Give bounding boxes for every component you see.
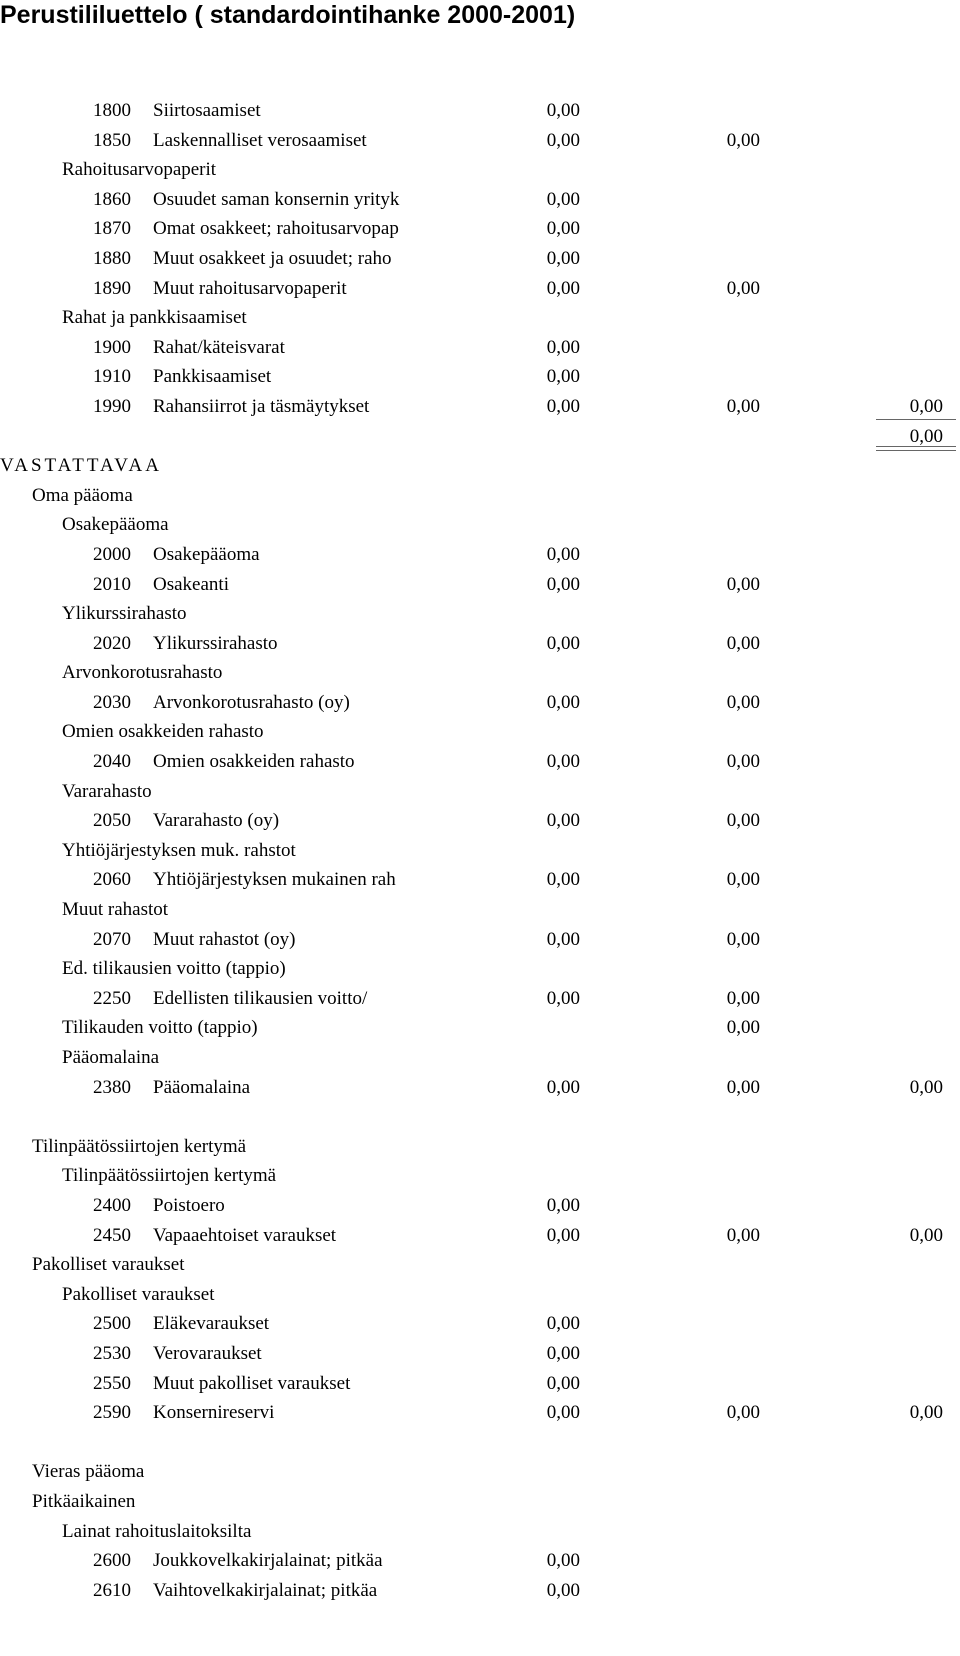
subtotal-column-2: 0,00 xyxy=(726,869,760,891)
account-name: Arvonkorotusrahasto (oy) xyxy=(153,691,350,713)
balance-column-1: 0,00 xyxy=(546,1402,580,1424)
section-heading-row xyxy=(0,1161,960,1191)
balance-column-1: 0,00 xyxy=(546,928,580,950)
balance-column-1: 0,00 xyxy=(546,1224,580,1246)
section-heading: Arvonkorotusrahasto xyxy=(62,662,223,684)
balance-column-1: 0,00 xyxy=(546,188,580,210)
account-name: Osakeanti xyxy=(153,573,229,595)
account-number: 1890 xyxy=(93,277,131,299)
balance-column-1: 0,00 xyxy=(546,1313,580,1335)
section-heading: Osakepääoma xyxy=(62,514,169,536)
grand-total-row xyxy=(0,422,960,452)
section-heading-row xyxy=(0,303,960,333)
account-number: 2610 xyxy=(93,1579,131,1601)
account-row xyxy=(0,1339,960,1369)
section-heading-row xyxy=(0,1132,960,1162)
account-row xyxy=(0,925,960,955)
account-name: Omien osakkeiden rahasto xyxy=(153,751,355,773)
section-heading-row xyxy=(0,481,960,511)
balance-column-1: 0,00 xyxy=(546,1342,580,1364)
account-number: 2600 xyxy=(93,1550,131,1572)
account-row xyxy=(0,185,960,215)
balance-column-1: 0,00 xyxy=(546,100,580,121)
section-heading-row xyxy=(0,1487,960,1517)
account-number: 1850 xyxy=(93,129,131,151)
account-number: 2010 xyxy=(93,573,131,595)
subtotal-column-2: 0,00 xyxy=(726,691,760,713)
section-heading-row xyxy=(0,1043,960,1073)
account-row xyxy=(0,392,960,422)
total-column-3: 0,00 xyxy=(909,1402,943,1424)
section-heading: Ylikurssirahasto xyxy=(62,603,187,625)
account-number: 2590 xyxy=(93,1402,131,1424)
account-row xyxy=(0,274,960,304)
account-name: Rahansiirrot ja täsmäytykset xyxy=(153,395,370,417)
account-name: Eläkevaraukset xyxy=(153,1313,270,1335)
account-name: Edellisten tilikausien voitto/ xyxy=(153,987,368,1009)
balance-column-1: 0,00 xyxy=(546,810,580,832)
subtotal-column-2: 0,00 xyxy=(726,1017,760,1039)
account-name: Osuudet saman konsernin yrityk xyxy=(153,188,400,210)
section-heading: Muut rahastot xyxy=(62,899,169,921)
account-name: Siirtosaamiset xyxy=(153,100,261,121)
grand-total-value: 0,00 xyxy=(909,425,943,447)
balance-column-1: 0,00 xyxy=(546,247,580,269)
balance-column-1: 0,00 xyxy=(546,632,580,654)
subtotal-column-2: 0,00 xyxy=(726,810,760,832)
section-heading-row xyxy=(0,836,960,866)
balance-column-1: 0,00 xyxy=(546,1194,580,1216)
account-row xyxy=(0,1191,960,1221)
section-heading-row xyxy=(0,954,960,984)
account-number: 2030 xyxy=(93,691,131,713)
account-row xyxy=(0,362,960,392)
balance-column-1: 0,00 xyxy=(546,277,580,299)
account-name: Verovaraukset xyxy=(153,1342,262,1364)
account-number: 2060 xyxy=(93,869,131,891)
subtotal-column-2: 0,00 xyxy=(726,751,760,773)
total-rule xyxy=(876,419,956,420)
account-row xyxy=(0,244,960,274)
account-number: 2400 xyxy=(93,1194,131,1216)
subtotal-column-2: 0,00 xyxy=(726,1224,760,1246)
account-row xyxy=(0,333,960,363)
account-number: 1900 xyxy=(93,336,131,358)
account-name: Joukkovelkakirjalainat; pitkäa xyxy=(153,1550,383,1572)
account-row xyxy=(0,1398,960,1428)
account-row xyxy=(0,747,960,777)
account-number: 2530 xyxy=(93,1342,131,1364)
account-number: 2020 xyxy=(93,632,131,654)
section-heading: Tilikauden voitto (tappio) xyxy=(62,1017,258,1039)
section-heading-row xyxy=(0,777,960,807)
account-number: 2050 xyxy=(93,810,131,832)
balance-column-1: 0,00 xyxy=(546,218,580,240)
account-name: Vaihtovelkakirjalainat; pitkäa xyxy=(153,1579,378,1601)
balance-column-1: 0,00 xyxy=(546,1372,580,1394)
subtotal-column-2: 0,00 xyxy=(726,632,760,654)
section-heading: Yhtiöjärjestyksen muk. rahstot xyxy=(62,839,296,861)
section-heading: Lainat rahoituslaitoksilta xyxy=(62,1520,252,1542)
subtotal-column-2: 0,00 xyxy=(726,395,760,417)
section-heading: Pitkäaikainen xyxy=(32,1490,136,1512)
subtotal-column-2: 0,00 xyxy=(726,1076,760,1098)
account-name: Muut rahastot (oy) xyxy=(153,928,296,950)
account-name: Muut osakkeet ja osuudet; raho xyxy=(153,247,392,269)
section-heading: Pakolliset varaukset xyxy=(32,1254,185,1276)
subtotal-column-2: 0,00 xyxy=(726,277,760,299)
blank-spacer xyxy=(0,1428,960,1458)
balance-column-1: 0,00 xyxy=(546,336,580,358)
account-name: Poistoero xyxy=(153,1194,225,1216)
balance-column-1: 0,00 xyxy=(546,691,580,713)
section-heading-row xyxy=(0,510,960,540)
page-title: Perustililuettelo ( standardointihanke 2000-2001) xyxy=(0,1,576,29)
balance-column-1: 0,00 xyxy=(546,751,580,773)
account-number: 2040 xyxy=(93,751,131,773)
account-row xyxy=(0,1073,960,1103)
account-row xyxy=(0,1369,960,1399)
account-name: Omat osakkeet; rahoitusarvopap xyxy=(153,218,399,240)
account-row xyxy=(0,1576,960,1606)
account-number: 1880 xyxy=(93,247,131,269)
balance-column-1: 0,00 xyxy=(546,395,580,417)
account-row xyxy=(0,126,960,156)
account-row xyxy=(0,1221,960,1251)
section-heading: Pääomalaina xyxy=(62,1047,160,1068)
account-name: Ylikurssirahasto xyxy=(153,632,278,654)
section-heading-row xyxy=(0,1013,960,1043)
account-name: Konsernireservi xyxy=(153,1402,275,1424)
section-heading: Vararahasto xyxy=(62,780,152,802)
account-row xyxy=(0,214,960,244)
section-heading: Tilinpäätössiirtojen kertymä xyxy=(62,1165,277,1187)
total-column-3: 0,00 xyxy=(909,1076,943,1098)
account-name: Yhtiöjärjestyksen mukainen rah xyxy=(153,869,396,891)
total-column-3: 0,00 xyxy=(909,1224,943,1246)
section-heading-row xyxy=(0,658,960,688)
account-row xyxy=(0,96,960,126)
subtotal-column-2: 0,00 xyxy=(726,129,760,151)
account-number: 1870 xyxy=(93,218,131,240)
section-heading: Omien osakkeiden rahasto xyxy=(62,721,264,743)
account-name: Rahat/käteisvarat xyxy=(153,336,285,358)
account-number: 2450 xyxy=(93,1224,131,1246)
account-number: 1860 xyxy=(93,188,131,210)
account-number: 2380 xyxy=(93,1076,131,1098)
balance-column-1: 0,00 xyxy=(546,366,580,388)
account-list xyxy=(0,96,960,1605)
account-number: 2500 xyxy=(93,1313,131,1335)
double-underline xyxy=(876,446,956,447)
account-row xyxy=(0,629,960,659)
section-heading-row xyxy=(0,451,960,481)
subtotal-column-2: 0,00 xyxy=(726,1402,760,1424)
account-name: Pankkisaamiset xyxy=(153,366,272,388)
section-heading-row xyxy=(0,155,960,185)
balance-column-1: 0,00 xyxy=(546,1579,580,1601)
account-row xyxy=(0,1546,960,1576)
account-number: 1800 xyxy=(93,100,131,121)
account-row xyxy=(0,570,960,600)
account-name: Muut rahoitusarvopaperit xyxy=(153,277,347,299)
account-row xyxy=(0,865,960,895)
account-name: Osakepääoma xyxy=(153,543,260,565)
total-column-3: 0,00 xyxy=(909,395,943,417)
section-heading: Vieras pääoma xyxy=(32,1461,145,1483)
section-heading-row xyxy=(0,717,960,747)
account-name: Muut pakolliset varaukset xyxy=(153,1372,351,1394)
account-row xyxy=(0,1309,960,1339)
balance-column-1: 0,00 xyxy=(546,129,580,151)
balance-column-1: 0,00 xyxy=(546,543,580,565)
section-heading-row xyxy=(0,895,960,925)
section-heading-row xyxy=(0,1517,960,1547)
section-heading: Pakolliset varaukset xyxy=(62,1283,215,1305)
balance-column-1: 0,00 xyxy=(546,1076,580,1098)
section-heading: Ed. tilikausien voitto (tappio) xyxy=(62,958,286,980)
account-name: Laskennalliset verosaamiset xyxy=(153,129,367,151)
balance-column-1: 0,00 xyxy=(546,869,580,891)
section-heading: Tilinpäätössiirtojen kertymä xyxy=(32,1135,247,1157)
section-heading-row xyxy=(0,1457,960,1487)
section-heading-row xyxy=(0,1280,960,1310)
account-name: Vararahasto (oy) xyxy=(153,810,280,832)
account-name: Pääomalaina xyxy=(153,1076,251,1098)
balance-column-1: 0,00 xyxy=(546,987,580,1009)
account-number: 1990 xyxy=(93,395,131,417)
section-heading: VASTATTAVAA xyxy=(0,455,162,477)
subtotal-column-2: 0,00 xyxy=(726,987,760,1009)
account-row xyxy=(0,806,960,836)
account-number: 2000 xyxy=(93,543,131,565)
account-number: 2250 xyxy=(93,987,131,1009)
section-heading: Rahoitusarvopaperit xyxy=(62,159,217,181)
account-row xyxy=(0,984,960,1014)
section-heading: Rahat ja pankkisaamiset xyxy=(62,307,247,329)
account-number: 2550 xyxy=(93,1372,131,1394)
balance-column-1: 0,00 xyxy=(546,1550,580,1572)
account-row xyxy=(0,540,960,570)
section-heading: Oma pääoma xyxy=(32,484,133,506)
account-row xyxy=(0,688,960,718)
account-number: 2070 xyxy=(93,928,131,950)
blank-spacer xyxy=(0,1102,960,1132)
subtotal-column-2: 0,00 xyxy=(726,573,760,595)
section-heading-row xyxy=(0,1250,960,1280)
balance-column-1: 0,00 xyxy=(546,573,580,595)
section-heading-row xyxy=(0,599,960,629)
subtotal-column-2: 0,00 xyxy=(726,928,760,950)
account-name: Vapaaehtoiset varaukset xyxy=(153,1224,337,1246)
account-number: 1910 xyxy=(93,366,131,388)
